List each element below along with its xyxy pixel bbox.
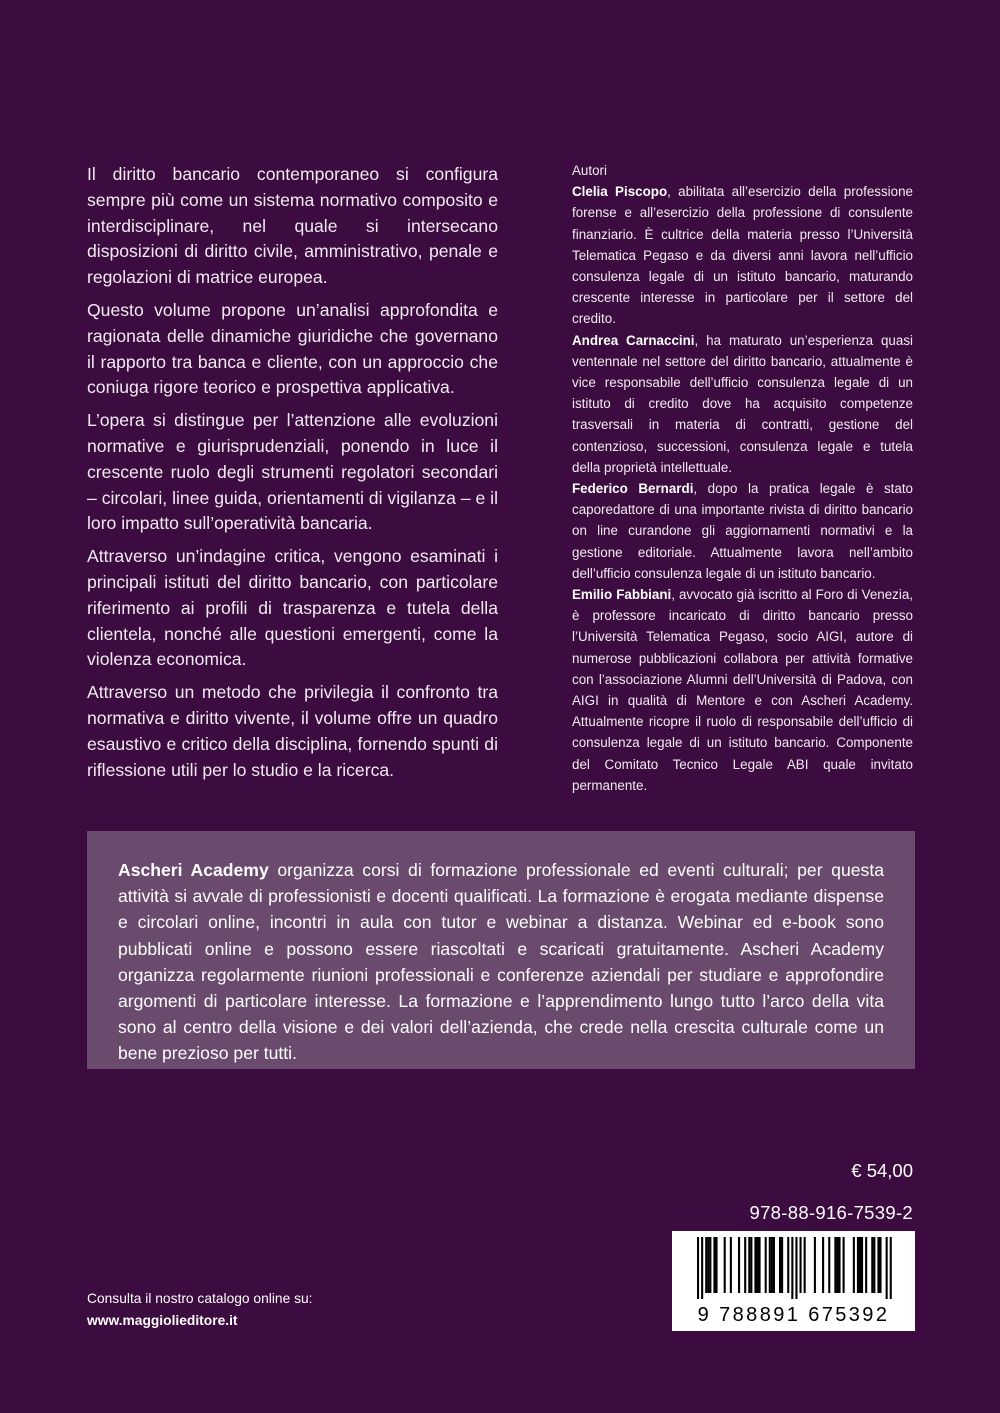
author-bio: , dopo la pratica legale è stato caporedattore di una importante rivista di diritto bancario on line curandone gli aggiornamenti normativi e la gestione editoriale. Attualmente lavora nell’ambito dell’ufficio consulenza legale di un istituto bancario. <box>572 481 913 581</box>
barcode-bar <box>838 1237 840 1293</box>
barcode-bar <box>779 1237 781 1293</box>
barcode-bar <box>697 1237 699 1299</box>
barcode-bars <box>682 1237 905 1299</box>
author-bio: , ha maturato un’esperienza quasi ventennale nel settore del diritto bancario, attualmente è vice responsabile dell’ufficio consulenza legale di un istituto di credito dove ha acquisito competenze trasversali in materia di contratti, gestione del contenzioso, successioni, consulenza legale e tutela della proprietà intellettuale. <box>572 332 913 475</box>
isbn: 978-88-916-7539-2 <box>749 1202 913 1223</box>
academy-description: organizza corsi di formazione professionale ed eventi culturali; per questa attività si avvale di professionisti e docenti qualificati. La formazione è erogata mediante dispense e circolari online, incontri in aula con tutor e webinar a distanza. Webinar ed e-book sono pubblicati online e possono essere riascoltati e scaricati gratuitamente. Ascheri Academy organizza regolarmente riunioni professionali e conferenze aziendali per studiare e approfondire argomenti di particolare interesse. La formazione e l’apprendimento lungo tutto l’arco della vita sono al centro della visione e dei valori dell’azienda, che crede nella crescita culturale come un bene prezioso per tutti. <box>118 860 884 1064</box>
barcode-bar <box>738 1237 740 1293</box>
author-entry <box>572 584 913 796</box>
barcode-bar <box>843 1237 845 1293</box>
catalog-url[interactable]: www.maggiolieditore.it <box>87 1312 238 1328</box>
barcode-bar <box>713 1237 715 1293</box>
author-entry <box>572 181 913 329</box>
barcode-bar <box>701 1237 703 1299</box>
authors-section <box>572 160 913 796</box>
author-bio: , abilitata all’esercizio della professione forense e all’esercizio della professione di consulente finanziario. È cultrice della materia presso l’Università Telematica Pegaso e da diversi anni lavora nell’ufficio consulenza legale di un istituto bancario, maturando crescente interesse in particolare per il settore del credito. <box>572 184 913 327</box>
barcode-bar <box>724 1237 726 1293</box>
barcode-bar <box>800 1237 802 1293</box>
barcode-bar <box>709 1237 711 1293</box>
barcode-bar <box>744 1237 746 1293</box>
barcode-bar <box>822 1237 824 1293</box>
barcode-bar <box>750 1237 752 1293</box>
author-name: Clelia Piscopo <box>572 184 668 200</box>
barcode-bar <box>836 1237 838 1293</box>
authors-heading: Autori <box>572 163 607 178</box>
barcode-bar <box>730 1237 732 1293</box>
author-name: Emilio Fabbiani <box>572 587 672 603</box>
barcode-bar <box>791 1237 793 1299</box>
barcode <box>672 1231 915 1331</box>
barcode-bar <box>886 1237 888 1299</box>
barcode-bar <box>773 1237 775 1293</box>
barcode-bar <box>759 1237 761 1293</box>
description-paragraph: Attraverso un’indagine critica, vengono esaminati i principali istituti del diritto bancario, con particolare riferimento ai profili di trasparenza e tutela della clientela, nonché alle questioni emergenti, come la violenza economica. <box>87 546 498 670</box>
barcode-bar <box>748 1237 750 1293</box>
barcode-bar <box>769 1237 771 1293</box>
catalog-info <box>87 1288 313 1331</box>
academy-text <box>118 857 884 1067</box>
barcode-bar <box>754 1237 756 1293</box>
author-entry <box>572 478 913 584</box>
barcode-bar <box>787 1237 789 1293</box>
barcode-bar <box>879 1237 881 1293</box>
barcode-bar <box>705 1237 707 1293</box>
barcode-digits: 9 788891 675392 <box>697 1304 890 1326</box>
academy-name: Ascheri Academy <box>118 860 269 880</box>
description-paragraph: Questo volume propone un’analisi approfondita e ragionata delle dinamiche giuridiche che governano il rapporto tra banca e cliente, con un approccio che coniuga rigore teorico e prospettiva applicativa. <box>87 299 498 398</box>
barcode-bar <box>861 1237 863 1293</box>
barcode-bar <box>814 1237 816 1293</box>
barcode-bar <box>771 1237 773 1293</box>
description-paragraph: Il diritto bancario contemporaneo si configura sempre più come un sistema normativo composito e interdisciplinare, nel quale si intersecano disposizioni di diritto civile, amministrativo, penale e regolazioni di matrice europea. <box>87 164 498 288</box>
barcode-bar <box>804 1237 806 1293</box>
barcode-bar <box>765 1237 767 1293</box>
description-paragraph: L’opera si distingue per l’attenzione alle evoluzioni normative e giurisprudenziali, ponendo in luce il crescente ruolo degli strumenti regolatori secondari – circolari, linee guida, orientamenti di vigilanza – e il loro impatto sull’operatività bancaria. <box>87 410 498 534</box>
barcode-bar <box>756 1237 758 1293</box>
book-description <box>87 162 498 790</box>
barcode-bar <box>781 1237 783 1293</box>
author-name: Andrea Carnaccini <box>572 332 695 348</box>
barcode-bar <box>795 1237 797 1299</box>
barcode-bar <box>871 1237 873 1293</box>
author-bio: , avvocato già iscritto al Foro di Venezia, è professore incaricato di diritto bancario presso l’Università Telematica Pegaso, socio AIGI, autore di numerose pubblicazioni collabora per attività formative con l’associazione Alumni dell’Università di Padova, con AIGI in qualità di Mentore e con Ascheri Academy. Attualmente ricopre il ruolo di responsabile dell’ufficio di consulenza legale di un istituto bancario. Componente del Comitato Tecnico Legale ABI quale invitato permanente. <box>572 587 913 793</box>
barcode-bar <box>828 1237 830 1293</box>
author-entry <box>572 330 913 478</box>
description-paragraph: Attraverso un metodo che privilegia il confronto tra normativa e diritto vivente, il volume offre un quadro esaustivo e critico della disciplina, fornendo spunti di riflessione utili per lo studio e la ricerca. <box>87 682 498 780</box>
barcode-bar <box>859 1237 861 1293</box>
barcode-bar <box>890 1237 892 1299</box>
author-name: Federico Bernardi <box>572 481 694 497</box>
barcode-bar <box>707 1237 709 1293</box>
barcode-bar <box>877 1237 879 1293</box>
barcode-bar <box>715 1237 717 1293</box>
catalog-label: Consulta il nostro catalogo online su: <box>87 1291 313 1306</box>
barcode-bar <box>853 1237 855 1293</box>
academy-box <box>87 831 915 1069</box>
barcode-bar <box>873 1237 875 1293</box>
barcode-bar <box>834 1237 836 1293</box>
barcode-bar <box>865 1237 867 1293</box>
barcode-bar <box>857 1237 859 1293</box>
price: € 54,00 <box>851 1160 913 1181</box>
